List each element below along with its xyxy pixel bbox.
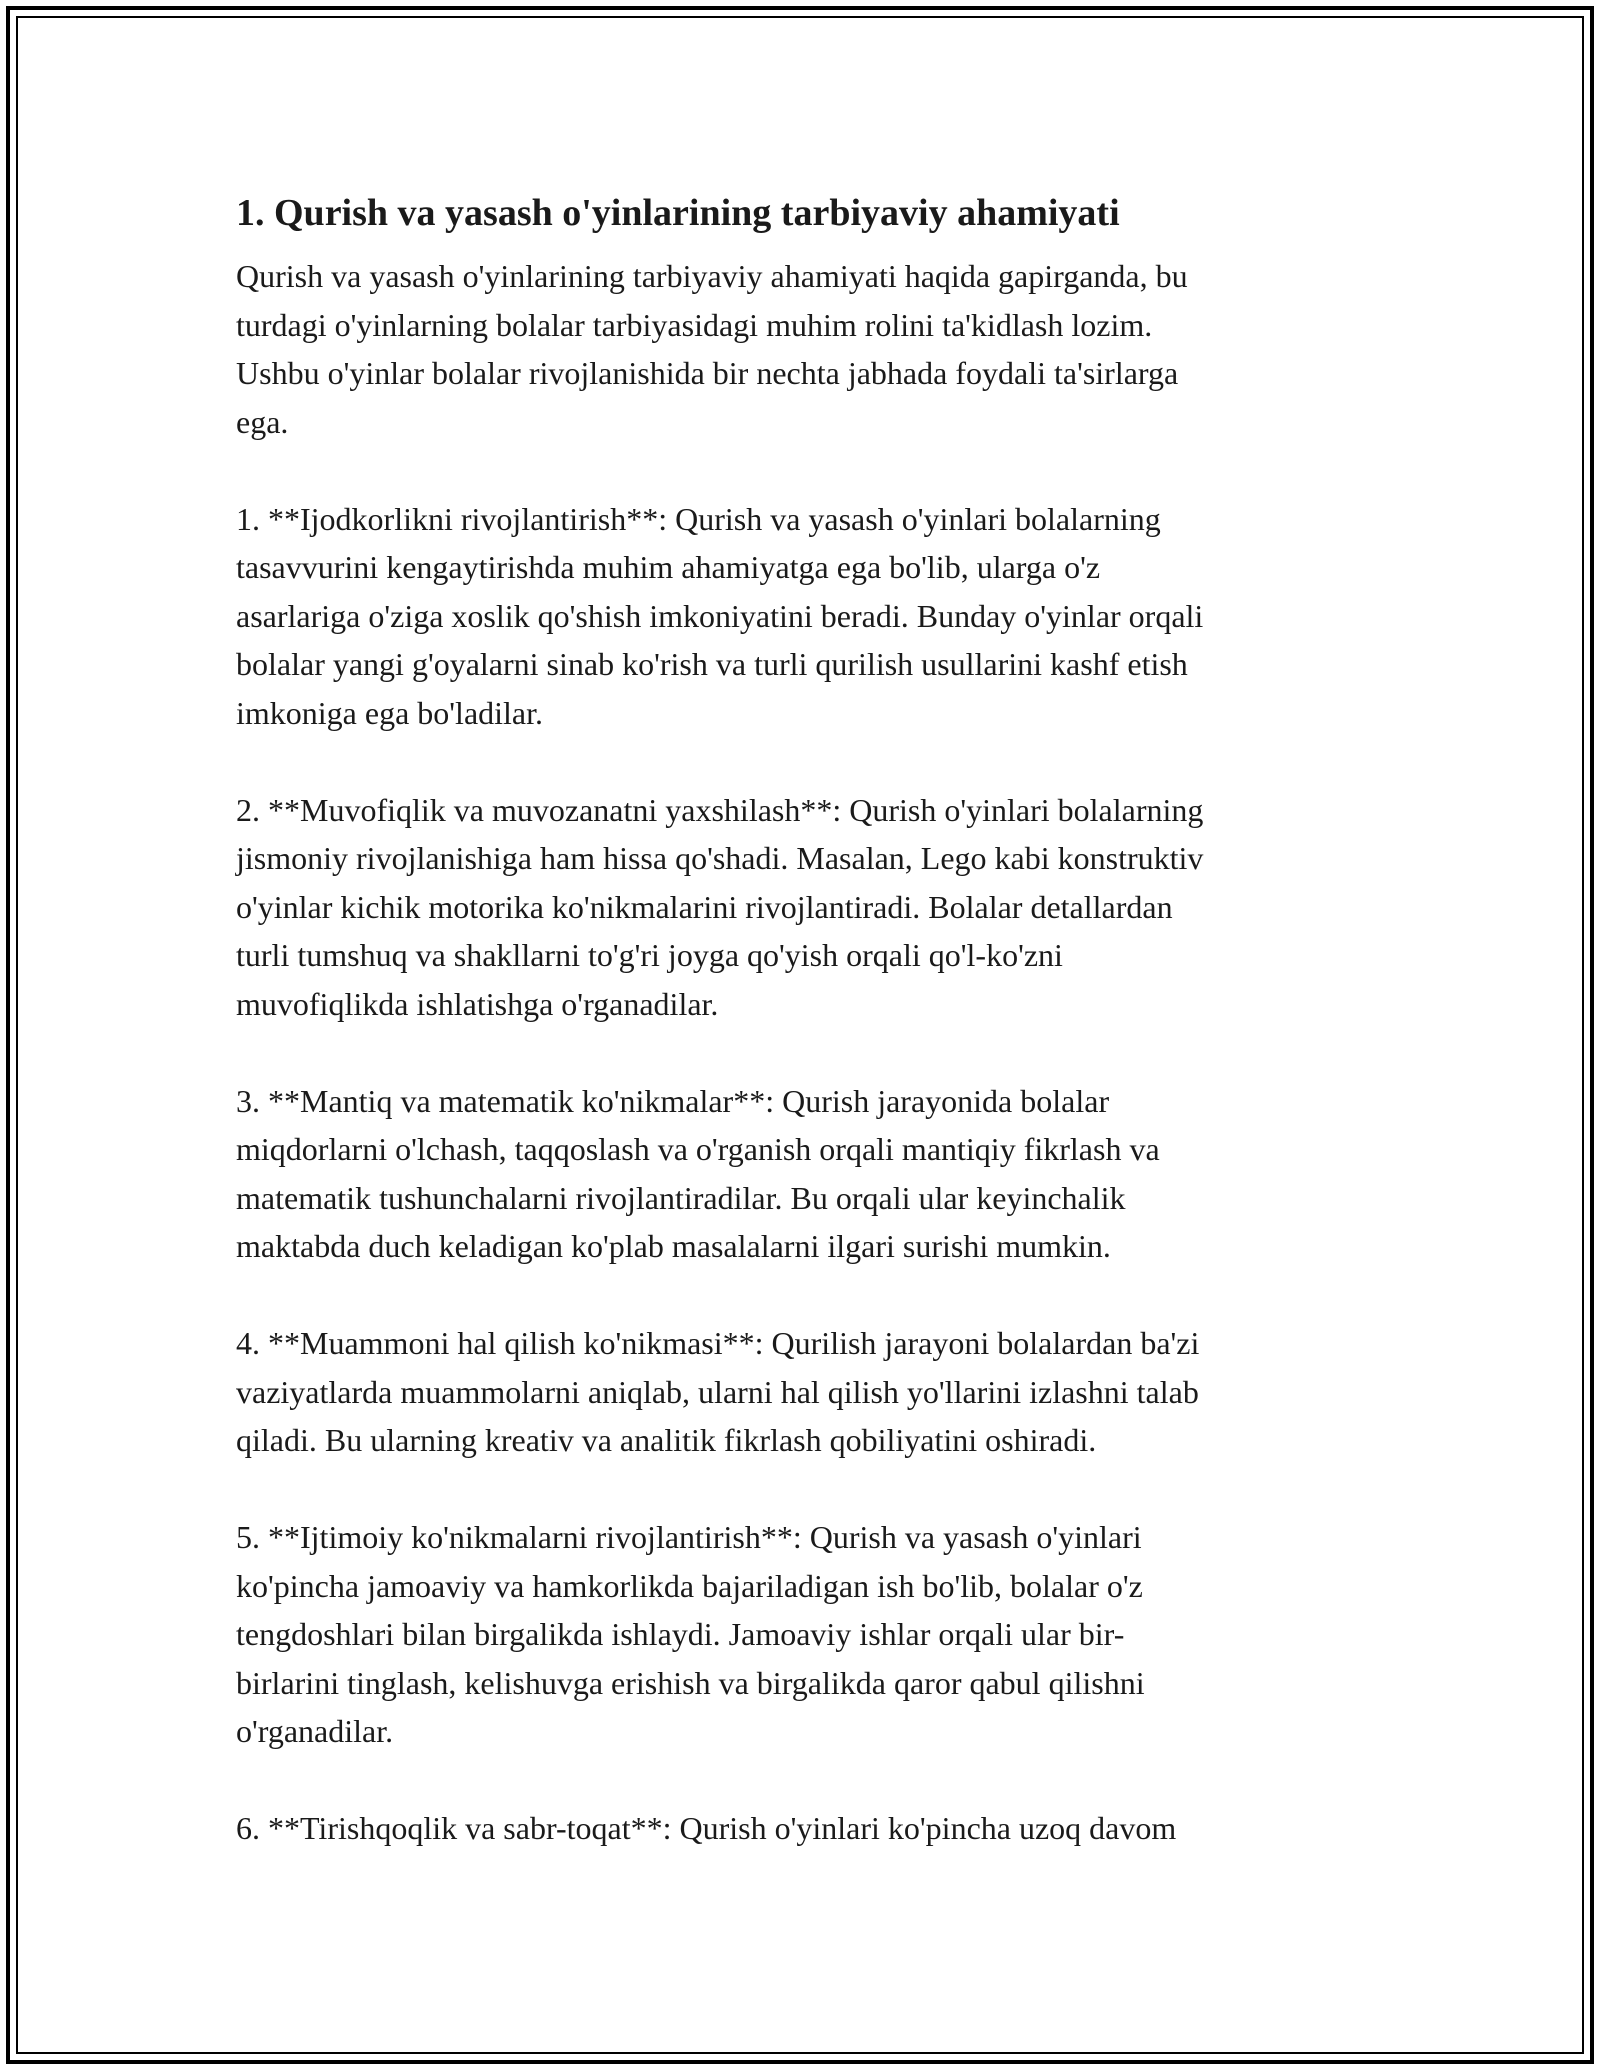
paragraph-line: muvofiqlikda ishlatishga o'rganadilar.	[236, 985, 719, 1022]
paragraph	[236, 495, 1360, 738]
paragraph-line: o'yinlar kichik motorika ko'nikmalarini rivojlantiradi. Bolalar detallardan	[236, 888, 1173, 925]
paragraph-line: tengdoshlari bilan birgalikda ishlaydi. Jamoaviy ishlar orqali ular bir-	[236, 1616, 1125, 1652]
paragraph	[236, 786, 1360, 1029]
paragraph-line: turli tumshuq va shakllarni to'g'ri joyga qo'yish orqali qo'l-ko'zni	[236, 937, 1063, 973]
paragraph-line: 6. **Tirishqoqlik va sabr-toqat**: Qurish o'yinlari ko'pincha uzoq davom	[236, 1810, 1177, 1846]
document-body	[236, 183, 1360, 1901]
paragraph-line: Ushbu o'yinlar bolalar rivojlanishida bir nechta jabhada foydali ta'sirlarga	[236, 355, 1179, 391]
paragraph-line: ko'pincha jamoaviy va hamkorlikda bajariladigan ish bo'lib, bolalar o'z	[236, 1567, 1143, 1604]
paragraph	[236, 252, 1360, 446]
paragraph-line: imkoniga ega bo'ladilar.	[236, 694, 544, 731]
paragraph-line: turdagi o'yinlarning bolalar tarbiyasidagi muhim rolini ta'kidlash lozim.	[236, 306, 1153, 343]
paragraph-line: 5. **Ijtimoiy ko'nikmalarni rivojlantirish**: Qurish va yasash o'yinlari	[236, 1519, 1142, 1555]
paragraph-line: 1. **Ijodkorlikni rivojlantirish**: Qurish va yasash o'yinlari bolalarning	[236, 500, 1161, 537]
paragraph-list	[236, 252, 1360, 1853]
document-title: 1. Qurish va yasash o'yinlarining tarbiyaviy ahamiyati	[236, 192, 1120, 234]
paragraph-line: 4. **Muammoni hal qilish ko'nikmasi**: Qurilish jarayoni bolalardan ba'zi	[236, 1325, 1200, 1361]
paragraph	[236, 1513, 1360, 1756]
paragraph-line: vaziyatlarda muammolarni aniqlab, ularni hal qilish yo'llarini izlashni talab	[236, 1373, 1199, 1410]
paragraph-line: jismoniy rivojlanishiga ham hissa qo'shadi. Masalan, Lego kabi konstruktiv	[236, 840, 1204, 876]
paragraph-line: ega.	[236, 403, 289, 440]
paragraph-line: asarlariga o'ziga xoslik qo'shish imkoniyatini beradi. Bunday o'yinlar orqali	[236, 597, 1204, 634]
paragraph-line: bolalar yangi g'oyalarni sinab ko'rish va turli qurilish usullarini kashf etish	[236, 646, 1188, 682]
paragraph-line: 3. **Mantiq va matematik ko'nikmalar**: Qurish jarayonida bolalar	[236, 1082, 1110, 1119]
paragraph	[236, 1804, 1360, 1853]
paragraph-line: maktabda duch keladigan ko'plab masalalarni ilgari surishi mumkin.	[236, 1228, 1111, 1264]
paragraph-line: tasavvurini kengaytirishda muhim ahamiyatga ega bo'lib, ularga o'z	[236, 549, 1101, 585]
paragraph-line: 2. **Muvofiqlik va muvozanatni yaxshilash**: Qurish o'yinlari bolalarning	[236, 791, 1204, 828]
paragraph	[236, 1319, 1360, 1465]
paragraph-line: miqdorlarni o'lchash, taqqoslash va o'rganish orqali mantiqiy fikrlash va	[236, 1131, 1160, 1167]
paragraph	[236, 1077, 1360, 1271]
paragraph-line: matematik tushunchalarni rivojlantiradilar. Bu orqali ular keyinchalik	[236, 1179, 1126, 1216]
paragraph-line: o'rganadilar.	[236, 1713, 394, 1749]
paragraph-line: qiladi. Bu ularning kreativ va analitik fikrlash qobiliyatini oshiradi.	[236, 1422, 1097, 1458]
paragraph-line: birlarini tinglash, kelishuvga erishish va birgalikda qaror qabul qilishni	[236, 1664, 1145, 1701]
paragraph-line: Qurish va yasash o'yinlarining tarbiyaviy ahamiyati haqida gapirganda, bu	[236, 258, 1188, 294]
